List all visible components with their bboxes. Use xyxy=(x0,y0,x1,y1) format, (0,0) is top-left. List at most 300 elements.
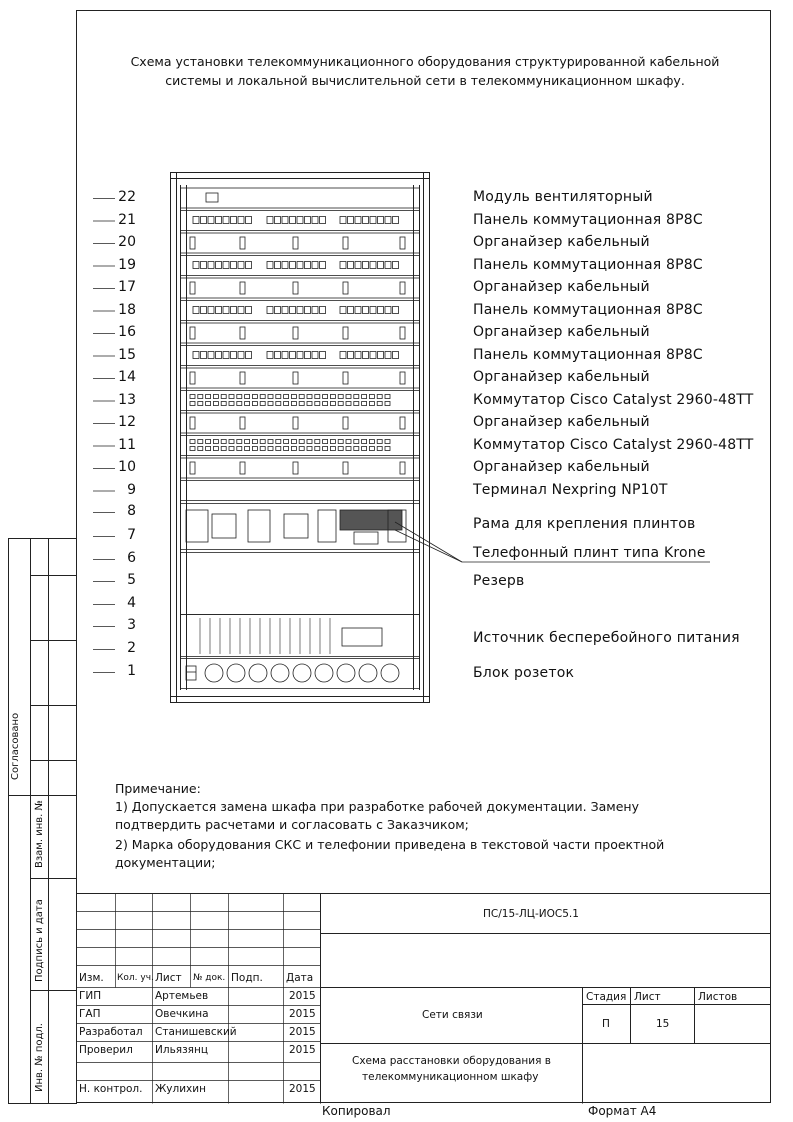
organizer-ring xyxy=(240,372,245,384)
patch-port xyxy=(201,217,207,224)
stamp-year: 2015 xyxy=(289,1044,316,1056)
switch-port xyxy=(276,440,281,444)
drawing-title: Схема установки телекоммуникационного оборудования структурированной кабельной системы и локальной вычислительной сети в телекоммуникационном шкафу. xyxy=(130,54,720,88)
power-socket xyxy=(293,664,311,682)
patch-port xyxy=(208,217,214,224)
switch-port xyxy=(245,402,250,406)
patch-port xyxy=(393,352,399,359)
switch-port xyxy=(198,395,203,399)
patch-port xyxy=(297,307,303,314)
patch-port xyxy=(320,307,326,314)
patch-port xyxy=(216,307,222,314)
patch-port xyxy=(312,352,318,359)
unit-number: 18 xyxy=(118,301,136,318)
switch-port xyxy=(323,395,328,399)
hdr-date: Дата xyxy=(286,972,314,984)
patch-port xyxy=(340,307,346,314)
switch-port xyxy=(252,402,257,406)
label-plinth-frame: Рама для крепления плинтов xyxy=(473,516,696,532)
unit-switch xyxy=(181,436,420,456)
patch-port xyxy=(305,262,311,269)
sheet-label: Лист xyxy=(634,991,661,1003)
patch-port xyxy=(290,262,296,269)
power-socket xyxy=(205,664,223,682)
switch-port xyxy=(252,447,257,451)
sheet-title-line-1: Схема расстановки оборудования в xyxy=(352,1055,551,1067)
patch-port xyxy=(246,262,252,269)
organizer-ring xyxy=(400,237,405,249)
switch-port xyxy=(206,395,211,399)
switch-port xyxy=(330,447,335,451)
patch-port xyxy=(385,217,391,224)
unit-number: 8 xyxy=(127,503,136,519)
sheet-value: 15 xyxy=(656,1018,670,1030)
patch-port xyxy=(208,262,214,269)
patch-port xyxy=(267,262,273,269)
unit-number: 4 xyxy=(127,595,136,611)
unit-number: 12 xyxy=(118,414,136,430)
switch-port xyxy=(338,395,343,399)
stamp-role: Проверил xyxy=(79,1044,133,1056)
switch-port xyxy=(276,447,281,451)
patch-port xyxy=(208,307,214,314)
unit-number: 1 xyxy=(127,663,136,679)
patch-port xyxy=(297,217,303,224)
patch-port xyxy=(267,352,273,359)
unit-number: 2 xyxy=(127,640,136,656)
power-socket xyxy=(227,664,245,682)
patch-port xyxy=(305,352,311,359)
note-line-2: подтвердить расчетами и согласовать с Заказчиком; xyxy=(115,817,469,832)
patch-port xyxy=(348,352,354,359)
power-socket xyxy=(315,664,333,682)
patch-port xyxy=(370,307,376,314)
patch-port xyxy=(370,217,376,224)
stamp-role: ГИП xyxy=(79,990,102,1002)
organizer-ring xyxy=(293,372,298,384)
switch-port xyxy=(291,402,296,406)
organizer-ring xyxy=(343,237,348,249)
patch-port xyxy=(231,352,237,359)
organizer-ring xyxy=(343,462,348,474)
switch-port xyxy=(276,402,281,406)
switch-port xyxy=(354,447,359,451)
switch-port xyxy=(362,402,367,406)
patch-port xyxy=(363,217,369,224)
unit-fan xyxy=(181,188,420,208)
unit-number: 21 xyxy=(118,211,136,228)
patch-port xyxy=(201,352,207,359)
stamp-year: 2015 xyxy=(289,1026,316,1038)
patch-port xyxy=(370,262,376,269)
patch-port xyxy=(275,352,281,359)
switch-port xyxy=(291,395,296,399)
unit-number: 6 xyxy=(127,550,136,566)
switch-port xyxy=(260,402,265,406)
unit-org xyxy=(181,233,420,253)
organizer-ring xyxy=(240,237,245,249)
unit-org xyxy=(181,323,420,343)
switch-port xyxy=(362,447,367,451)
label-socket-block: Блок розеток xyxy=(473,665,575,681)
switch-port xyxy=(354,440,359,444)
hdr-sheet: Лист xyxy=(155,972,182,984)
switch-port xyxy=(362,395,367,399)
switch-port xyxy=(323,440,328,444)
stamp-name: Овечкина xyxy=(155,1008,209,1020)
switch-port xyxy=(245,395,250,399)
patch-port xyxy=(385,352,391,359)
unit-number: 5 xyxy=(127,572,136,588)
note-line-4: документации; xyxy=(115,855,216,870)
switch-port xyxy=(307,402,312,406)
patch-port xyxy=(238,217,244,224)
side-sign-date: Подпись и дата xyxy=(34,899,45,982)
organizer-ring xyxy=(240,462,245,474)
switch-port xyxy=(213,395,218,399)
patch-port xyxy=(246,352,252,359)
patch-port xyxy=(208,352,214,359)
switch-port xyxy=(268,395,273,399)
switch-port xyxy=(338,402,343,406)
unit-terminal xyxy=(181,481,420,501)
switch-port xyxy=(338,447,343,451)
switch-port xyxy=(315,440,320,444)
patch-port xyxy=(348,307,354,314)
organizer-ring xyxy=(343,282,348,294)
patch-port xyxy=(231,307,237,314)
stage-label: Стадия xyxy=(586,991,627,1003)
organizer-ring xyxy=(400,282,405,294)
unit-number: 15 xyxy=(118,346,136,363)
switch-port xyxy=(221,447,226,451)
switch-port xyxy=(315,395,320,399)
organizer-ring xyxy=(190,417,195,429)
stage-value: П xyxy=(602,1018,610,1030)
unit-number: 13 xyxy=(118,391,136,408)
switch-port xyxy=(299,447,304,451)
switch-port xyxy=(237,440,242,444)
patch-port xyxy=(223,307,229,314)
patch-port xyxy=(275,262,281,269)
unit-label: Органайзер кабельный xyxy=(473,459,650,475)
switch-port xyxy=(221,395,226,399)
patch-port xyxy=(340,352,346,359)
hdr-change: Изм. xyxy=(79,972,104,984)
switch-port xyxy=(385,402,390,406)
switch-port xyxy=(307,440,312,444)
switch-port xyxy=(338,440,343,444)
patch-port xyxy=(201,262,207,269)
unit-org xyxy=(181,413,420,433)
label-ups: Источник бесперебойного питания xyxy=(473,630,740,646)
footer-format: Формат А4 xyxy=(588,1104,657,1118)
power-socket xyxy=(337,664,355,682)
switch-port xyxy=(284,447,289,451)
switch-port xyxy=(198,440,203,444)
patch-port xyxy=(363,307,369,314)
organizer-ring xyxy=(400,417,405,429)
patch-port xyxy=(282,307,288,314)
doc-code: ПС/15-ЛЦ-ИОС5.1 xyxy=(483,908,579,920)
stamp-name: Артемьев xyxy=(155,990,209,1002)
switch-port xyxy=(307,447,312,451)
patch-port xyxy=(355,262,361,269)
side-inv-orig: Инв. № подл. xyxy=(34,1023,45,1092)
unit-label: Панель коммутационная 8Р8С xyxy=(473,256,703,273)
patch-port xyxy=(193,307,199,314)
switch-port xyxy=(190,402,195,406)
switch-port xyxy=(284,440,289,444)
switch-port xyxy=(385,440,390,444)
fan-indicator xyxy=(206,193,218,202)
patch-port xyxy=(370,352,376,359)
unit-label: Коммутатор Cisco Catalyst 2960-48TT xyxy=(473,436,754,453)
switch-port xyxy=(284,395,289,399)
switch-port xyxy=(221,402,226,406)
side-agreed: Согласовано xyxy=(10,712,21,780)
stamp-year: 2015 xyxy=(289,1008,316,1020)
organizer-ring xyxy=(240,282,245,294)
switch-port xyxy=(252,440,257,444)
patch-port xyxy=(193,217,199,224)
switch-port xyxy=(206,440,211,444)
unit-label: Органайзер кабельный xyxy=(473,234,650,250)
unit-label: Органайзер кабельный xyxy=(473,414,650,430)
switch-port xyxy=(213,402,218,406)
stamp-year: 2015 xyxy=(289,1083,316,1095)
unit-number: 14 xyxy=(118,369,136,385)
switch-port xyxy=(362,440,367,444)
patch-port xyxy=(267,217,273,224)
patch-port xyxy=(305,217,311,224)
patch-port xyxy=(275,307,281,314)
stamp-role: Разработал xyxy=(79,1026,143,1038)
organizer-ring xyxy=(343,417,348,429)
unit-number: 19 xyxy=(118,256,136,273)
organizer-ring xyxy=(293,237,298,249)
switch-port xyxy=(369,395,374,399)
switch-port xyxy=(291,447,296,451)
switch-port xyxy=(213,447,218,451)
unit-number: 10 xyxy=(118,459,136,475)
patch-port xyxy=(385,307,391,314)
stamp-role: Н. контрол. xyxy=(79,1083,143,1095)
switch-port xyxy=(268,447,273,451)
switch-port xyxy=(229,402,234,406)
switch-port xyxy=(377,440,382,444)
patch-port xyxy=(320,352,326,359)
organizer-ring xyxy=(190,327,195,339)
switch-port xyxy=(221,440,226,444)
organizer-ring xyxy=(190,282,195,294)
patch-port xyxy=(297,262,303,269)
patch-port xyxy=(267,307,273,314)
stamp-role: ГАП xyxy=(79,1008,101,1020)
switch-port xyxy=(190,447,195,451)
power-socket xyxy=(249,664,267,682)
organizer-ring xyxy=(400,462,405,474)
note-line-1: 1) Допускается замена шкафа при разработке рабочей документации. Замену xyxy=(115,799,639,814)
switch-port xyxy=(229,440,234,444)
patch-port xyxy=(297,352,303,359)
unit-label: Органайзер кабельный xyxy=(473,279,650,295)
unit-org xyxy=(181,368,420,388)
unit-number: 11 xyxy=(118,436,136,453)
unit-number: 7 xyxy=(127,527,136,543)
side-inv-replace: Взам. инв. № xyxy=(34,800,45,868)
unit-switch xyxy=(181,391,420,411)
organizer-ring xyxy=(400,372,405,384)
patch-port xyxy=(193,262,199,269)
switch-port xyxy=(245,447,250,451)
stamp-name: Жулихин xyxy=(155,1083,206,1095)
switch-port xyxy=(276,395,281,399)
switch-port xyxy=(323,402,328,406)
switch-port xyxy=(260,395,265,399)
switch-port xyxy=(377,402,382,406)
switch-port xyxy=(299,440,304,444)
switch-port xyxy=(237,395,242,399)
patch-port xyxy=(378,352,384,359)
patch-port xyxy=(363,262,369,269)
switch-port xyxy=(229,447,234,451)
patch-port xyxy=(231,262,237,269)
stamp-name: Ильязянц xyxy=(155,1044,208,1056)
switch-port xyxy=(268,402,273,406)
switch-port xyxy=(346,402,351,406)
patch-port xyxy=(231,217,237,224)
organizer-ring xyxy=(293,462,298,474)
patch-port xyxy=(348,262,354,269)
switch-port xyxy=(354,395,359,399)
power-socket xyxy=(381,664,399,682)
switch-port xyxy=(346,395,351,399)
footer-copied: Копировал xyxy=(322,1104,391,1118)
organizer-ring xyxy=(190,372,195,384)
patch-port xyxy=(312,217,318,224)
stamp-name: Станишевский xyxy=(155,1026,237,1038)
organizer-ring xyxy=(400,327,405,339)
patch-port xyxy=(355,217,361,224)
patch-port xyxy=(238,262,244,269)
patch-port xyxy=(290,217,296,224)
unit-number: 9 xyxy=(127,481,136,498)
unit-number: 20 xyxy=(118,234,136,250)
switch-port xyxy=(369,440,374,444)
patch-port xyxy=(393,262,399,269)
switch-port xyxy=(377,447,382,451)
switch-port xyxy=(252,395,257,399)
switch-port xyxy=(198,402,203,406)
patch-port xyxy=(290,307,296,314)
switch-port xyxy=(260,440,265,444)
switch-port xyxy=(299,402,304,406)
patch-port xyxy=(340,262,346,269)
patch-port xyxy=(246,307,252,314)
patch-port xyxy=(223,262,229,269)
switch-port xyxy=(346,440,351,444)
hdr-signature: Подп. xyxy=(231,972,263,984)
patch-port xyxy=(320,262,326,269)
patch-port xyxy=(355,352,361,359)
patch-port xyxy=(275,217,281,224)
switch-port xyxy=(299,395,304,399)
switch-port xyxy=(323,447,328,451)
patch-port xyxy=(312,262,318,269)
switch-port xyxy=(315,402,320,406)
switch-port xyxy=(198,447,203,451)
patch-port xyxy=(393,307,399,314)
patch-port xyxy=(385,262,391,269)
switch-port xyxy=(268,440,273,444)
switch-port xyxy=(315,447,320,451)
switch-port xyxy=(260,447,265,451)
patch-port xyxy=(246,217,252,224)
switch-port xyxy=(385,447,390,451)
power-socket xyxy=(359,664,377,682)
switch-port xyxy=(307,395,312,399)
switch-port xyxy=(229,395,234,399)
stamp-year: 2015 xyxy=(289,990,316,1002)
unit-label: Модуль вентиляторный xyxy=(473,189,653,205)
unit-number: 22 xyxy=(118,189,136,205)
switch-port xyxy=(369,447,374,451)
patch-port xyxy=(290,352,296,359)
unit-number: 16 xyxy=(118,324,136,340)
patch-port xyxy=(193,352,199,359)
note-line-3: 2) Марка оборудования СКС и телефонии приведена в текстовой части проектной xyxy=(115,837,665,852)
switch-port xyxy=(346,447,351,451)
patch-port xyxy=(282,262,288,269)
switch-port xyxy=(206,402,211,406)
unit-label: Терминал Nexpring NP10T xyxy=(473,481,668,498)
unit-label: Панель коммутационная 8Р8С xyxy=(473,211,703,228)
organizer-ring xyxy=(343,327,348,339)
patch-port xyxy=(282,217,288,224)
hdr-doc-no: № док. xyxy=(193,973,226,983)
switch-port xyxy=(190,395,195,399)
unit-label: Панель коммутационная 8Р8С xyxy=(473,301,703,318)
switch-port xyxy=(330,402,335,406)
organizer-ring xyxy=(190,462,195,474)
unit-label: Панель коммутационная 8Р8С xyxy=(473,346,703,363)
sheets-label: Листов xyxy=(698,991,738,1003)
power-socket xyxy=(271,664,289,682)
unit-label: Органайзер кабельный xyxy=(473,369,650,385)
patch-port xyxy=(282,352,288,359)
unit-number: 17 xyxy=(118,279,136,295)
switch-port xyxy=(369,402,374,406)
switch-port xyxy=(245,440,250,444)
organizer-ring xyxy=(293,327,298,339)
organizer-ring xyxy=(293,282,298,294)
switch-port xyxy=(330,440,335,444)
switch-port xyxy=(330,395,335,399)
patch-port xyxy=(238,307,244,314)
switch-port xyxy=(284,402,289,406)
unit-number: 3 xyxy=(127,617,136,633)
unit-org xyxy=(181,278,420,298)
switch-port xyxy=(190,440,195,444)
unit-org xyxy=(181,458,420,478)
switch-port xyxy=(377,395,382,399)
label-krone-plinth: Телефонный плинт типа Krone xyxy=(473,545,706,561)
patch-port xyxy=(216,217,222,224)
organizer-ring xyxy=(343,372,348,384)
patch-port xyxy=(378,262,384,269)
patch-port xyxy=(320,217,326,224)
